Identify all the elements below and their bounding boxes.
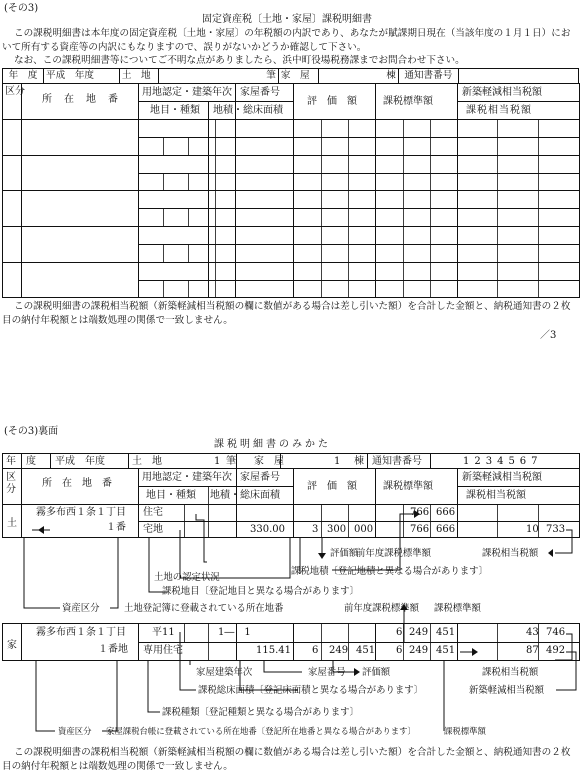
house-build-year: 平11 xyxy=(152,627,175,638)
valuation-header: 評 価 額 xyxy=(307,96,357,107)
land-label-back: 土 地 xyxy=(132,456,162,467)
house-prev-base-c: 451 xyxy=(436,627,456,638)
land-valuation-b: 300 xyxy=(327,524,347,535)
house-label-back: 家 屋 xyxy=(254,456,284,467)
note-tax-base: 課税標準額 xyxy=(434,603,481,614)
notice-number-label-back: 通知書番号 xyxy=(372,456,422,467)
house-no-header: 家屋番号 xyxy=(240,87,280,98)
house-new-reduction-a: 43 xyxy=(526,627,539,638)
mune-unit-back: 棟 xyxy=(354,456,364,467)
era-label-back: 平成 年度 xyxy=(55,456,105,467)
note-house-no: 家屋番号 xyxy=(308,667,346,678)
note-tax-equiv2: 課税相当税額 xyxy=(482,667,539,678)
note-new-reduction: 新築軽減相当税額 xyxy=(469,685,545,696)
land-label: 土 地 xyxy=(119,69,158,84)
location-header: 所 在 地 番 xyxy=(42,94,119,105)
land-count: 1 xyxy=(214,456,221,467)
house-address-line2: １番地 xyxy=(98,644,128,655)
note-tax-base2: 課税標準額 xyxy=(444,726,486,736)
house-kubun: 家 xyxy=(7,640,17,651)
land-area: 330.00 xyxy=(250,524,285,535)
land-tax-base-b: 666 xyxy=(436,524,456,535)
land-address-line1: 霧多布西１条１丁目 xyxy=(36,507,126,518)
land-valuation-c: 000 xyxy=(354,524,374,535)
land-chimoku: 宅地 xyxy=(143,524,163,535)
note-build-year: 家屋建築年次 xyxy=(196,667,253,678)
section-label: (その3) xyxy=(4,3,39,14)
house-tax-equiv-a: 87 xyxy=(526,645,539,656)
note-land-area: 課税地積〔登記地積と異なる場合があります〕 xyxy=(291,566,488,577)
new-reduction-header-back: 新築軽減相当税額 xyxy=(462,472,542,483)
land-tax-base-a: 766 xyxy=(410,524,430,535)
page2-footer-note: この課税明細書の課税相当税額（新築軽減相当税額の欄に数値がある場合は差し引いた額）を合計した金額と、納税通知書の２枚目の納付年税額とは端数処理の関係で一致しません。 xyxy=(2,747,571,772)
area-header-back: 地積・総床面積 xyxy=(210,490,280,501)
how-to-read-title: 課税明細書のみかた xyxy=(214,439,331,450)
house-tax-base-c: 451 xyxy=(436,645,456,656)
intro-contact: なお、この課税明細書等についてご不明な点がありましたら、浜中町役場税務課までお問合わせ下さい。 xyxy=(14,55,465,66)
land-use: 住宅 xyxy=(143,507,163,518)
note-asset-class: 資産区分 xyxy=(62,603,100,614)
note-asset-class2: 資産区分 xyxy=(58,726,92,736)
house-label: 家 屋 xyxy=(278,69,318,84)
tax-base-header-back: 課税標準額 xyxy=(383,481,433,492)
note-floor-area: 課税総床面積〔登記床面積と異なる場合があります〕 xyxy=(198,685,424,696)
note-house-register: 家屋課税台帳に登載されている所在地番〔登記所在地番と異なる場合があります〕 xyxy=(106,726,416,736)
tax-equiv-header-back: 課税相当税額 xyxy=(466,490,526,501)
house-new-reduction-b: 746 xyxy=(546,627,566,638)
kubun-header-back: 区分 xyxy=(6,472,16,495)
land-tax-equiv-a: 10 xyxy=(526,524,539,535)
era-label: 平成 年度 xyxy=(44,69,120,84)
note-land-type: 課税地目〔登記地目と異なる場合があります〕 xyxy=(162,586,359,597)
mune-unit: 棟 xyxy=(318,69,398,84)
house-valuation-b: 249 xyxy=(329,645,349,656)
note-valuation: 評価額 xyxy=(330,548,359,559)
chimoku-header-back: 地目・種類 xyxy=(146,490,196,501)
house-valuation-a: 6 xyxy=(312,645,319,656)
page-title: 固定資産税〔土地・家屋〕課税明細書 xyxy=(202,14,372,25)
chimoku-header: 地目・種類 xyxy=(150,105,200,116)
house-count: 1 xyxy=(334,456,341,467)
new-reduction-header: 新築軽減相当税額 xyxy=(462,87,542,98)
tax-equiv-header: 課税相当税額 xyxy=(466,105,532,116)
tax-base-header: 課税標準額 xyxy=(383,96,433,107)
land-prev-base-a: 766 xyxy=(410,507,430,518)
house-address-line1: 霧多布西１条１丁目 xyxy=(36,627,126,638)
note-tax-equiv: 課税相当税額 xyxy=(482,548,539,559)
house-area: 115.41 xyxy=(256,645,291,656)
hitsu-unit: 筆 xyxy=(158,69,278,84)
note-prev-base2: 前年度課税標準額 xyxy=(344,603,420,614)
intro-paragraph: この課税明細書は本年度の固定資産税〔土地・家屋〕の年税額の内訳であり、あなたが賦課期日現在（当該年度の１月１日）において所有する資産等の内訳にもなりますので、誤りがないかどうか確認して下さい。 xyxy=(2,28,571,53)
house-tax-base-a: 6 xyxy=(396,645,403,656)
kubun-header: 区分 xyxy=(5,86,25,97)
year-label: 年 度 xyxy=(3,69,44,84)
land-tax-equiv-b: 733 xyxy=(546,524,566,535)
note-land-register: 土地登記簿に登載されている所在地番 xyxy=(124,603,284,614)
note-house-type: 課税種類〔登記種類と異なる場合があります〕 xyxy=(162,707,359,718)
year-label-back: 年 度 xyxy=(6,456,36,467)
house-type: 専用住宅 xyxy=(143,645,183,656)
note-valuation2: 評価額 xyxy=(362,667,391,678)
house-valuation-c: 451 xyxy=(356,645,376,656)
location-header-back: 所 在 地 番 xyxy=(42,478,112,489)
house-prev-base-a: 6 xyxy=(396,627,403,638)
hitsu-unit-back: 筆 xyxy=(226,456,236,467)
land-prev-base-b: 666 xyxy=(436,507,456,518)
land-valuation-a: 3 xyxy=(312,524,319,535)
use-year-header: 用地認定・建築年次 xyxy=(142,87,232,98)
area-header: 地積・総床面積 xyxy=(213,105,283,116)
section-label-back: (その3)裏面 xyxy=(4,426,59,437)
house-tax-equiv-b: 492 xyxy=(546,645,566,656)
page-number: ／3 xyxy=(540,330,557,341)
house-number: 1― 1 xyxy=(218,627,251,638)
land-kubun: 土 xyxy=(7,518,17,529)
note-prev-base: 前年度課税標準額 xyxy=(356,548,432,559)
notice-number-value-back: 1234567 xyxy=(463,456,543,467)
use-year-header-back: 用地認定・建築年次 xyxy=(142,472,232,483)
house-prev-base-b: 249 xyxy=(409,627,429,638)
page1-footer-note: この課税明細書の課税相当税額（新築軽減相当税額の欄に数値がある場合は差し引いた額）を合計した金額と、納税通知書の２枚目の納付年税額とは端数処理の関係で一致しません。 xyxy=(2,301,571,326)
note-land-status: 土地の認定状況 xyxy=(154,572,220,583)
valuation-header-back: 評 価 額 xyxy=(307,481,357,492)
house-no-header-back: 家屋番号 xyxy=(240,472,280,483)
house-tax-base-b: 249 xyxy=(409,645,429,656)
land-address-line2: １番 xyxy=(106,522,126,533)
notice-number-label: 通知書番号 xyxy=(398,69,458,84)
